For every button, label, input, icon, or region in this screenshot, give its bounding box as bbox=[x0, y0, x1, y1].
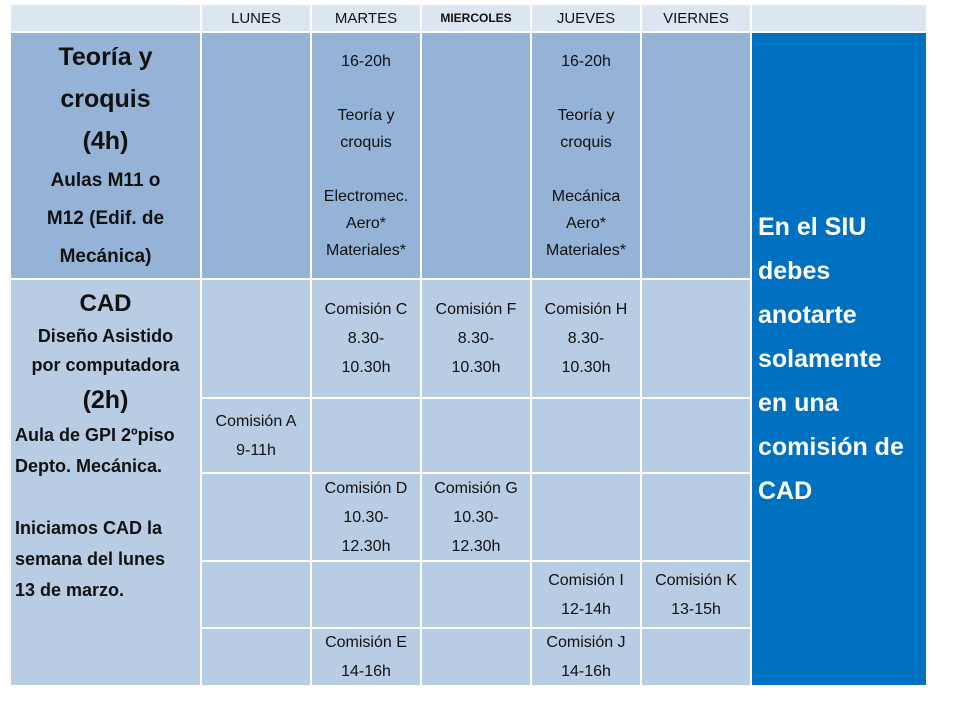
cad-subtitle-2: por computadora bbox=[31, 355, 180, 375]
commission-h-time2: 10.30h bbox=[561, 359, 611, 376]
cad-r4-miercoles bbox=[422, 562, 530, 627]
commission-j bbox=[532, 629, 640, 685]
commission-g bbox=[422, 474, 530, 560]
teoria-martes-group1: Electromec. bbox=[323, 187, 409, 205]
header-martes: MARTES bbox=[312, 5, 420, 31]
teoria-miercoles-empty bbox=[422, 33, 530, 278]
cad-r2-jueves bbox=[532, 399, 640, 472]
schedule-table bbox=[11, 5, 926, 685]
cad-r4-martes bbox=[312, 562, 420, 627]
siu-line-5: en una bbox=[758, 389, 839, 417]
cad-place-2: Depto. Mecánica. bbox=[15, 456, 163, 476]
teoria-jueves-cell bbox=[532, 33, 640, 278]
commission-c bbox=[312, 280, 420, 397]
teoria-jueves-line1: Teoría y bbox=[557, 106, 615, 124]
header-lunes: LUNES bbox=[202, 5, 310, 31]
cad-r3-viernes bbox=[642, 474, 750, 560]
siu-line-1: En el SIU bbox=[758, 213, 867, 241]
commission-e-time1: 14-16h bbox=[341, 663, 391, 680]
commission-a-time1: 9-11h bbox=[236, 441, 276, 459]
teoria-place-3: Mecánica) bbox=[59, 245, 152, 267]
commission-c-time1: 8.30- bbox=[347, 330, 385, 347]
cad-r1-lunes bbox=[202, 280, 310, 397]
teoria-label bbox=[11, 33, 200, 278]
commission-c-name: Comisión C bbox=[324, 301, 408, 318]
cad-r4-lunes bbox=[202, 562, 310, 627]
cad-r5-miercoles bbox=[422, 629, 530, 685]
teoria-place-2: M12 (Edif. de bbox=[46, 207, 165, 229]
commission-h-name: Comisión H bbox=[544, 301, 628, 318]
cad-note-2: semana del lunes bbox=[15, 549, 166, 569]
commission-h-time1: 8.30- bbox=[567, 330, 605, 347]
commission-d-time2: 12.30h bbox=[341, 537, 391, 555]
commission-g-time1: 10.30- bbox=[453, 508, 499, 526]
cad-hours: (2h) bbox=[82, 386, 129, 414]
header-corner bbox=[11, 5, 200, 31]
teoria-title-1: Teoría y bbox=[58, 42, 153, 71]
teoria-martes-time: 16-20h bbox=[341, 52, 391, 70]
siu-line-3: anotarte bbox=[758, 301, 857, 329]
commission-f-name: Comisión F bbox=[435, 301, 517, 318]
teoria-jueves-line2: croquis bbox=[560, 133, 612, 151]
commission-e bbox=[312, 629, 420, 685]
teoria-viernes-empty bbox=[642, 33, 750, 278]
teoria-jueves-group3: Materiales* bbox=[545, 241, 627, 259]
cad-r3-jueves bbox=[532, 474, 640, 560]
commission-f-time1: 8.30- bbox=[457, 330, 495, 347]
cad-subtitle-1: Diseño Asistido bbox=[37, 326, 174, 346]
header-jueves: JUEVES bbox=[532, 5, 640, 31]
cad-r2-viernes bbox=[642, 399, 750, 472]
commission-i bbox=[532, 562, 640, 627]
commission-d-time1: 10.30- bbox=[343, 508, 389, 526]
cad-note-3: 13 de marzo. bbox=[15, 580, 125, 600]
teoria-martes-cell bbox=[312, 33, 420, 278]
commission-a-name: Comisión A bbox=[215, 412, 297, 430]
commission-f-time2: 10.30h bbox=[451, 359, 501, 376]
cad-label bbox=[11, 280, 200, 685]
cad-r5-viernes bbox=[642, 629, 750, 685]
teoria-martes-group3: Materiales* bbox=[325, 241, 407, 259]
commission-k bbox=[642, 562, 750, 627]
siu-line-4: solamente bbox=[758, 345, 882, 373]
teoria-title-2: croquis bbox=[60, 84, 151, 113]
teoria-jueves-group2: Aero* bbox=[565, 214, 607, 232]
teoria-martes-line2: croquis bbox=[340, 133, 392, 151]
commission-d bbox=[312, 474, 420, 560]
commission-f bbox=[422, 280, 530, 397]
cad-r2-miercoles bbox=[422, 399, 530, 472]
siu-line-7: CAD bbox=[758, 477, 813, 505]
commission-e-name: Comisión E bbox=[325, 634, 407, 651]
commission-h bbox=[532, 280, 640, 397]
teoria-hours: (4h) bbox=[82, 126, 129, 155]
cad-r3-lunes bbox=[202, 474, 310, 560]
commission-k-time1: 13-15h bbox=[671, 600, 721, 618]
commission-g-name: Comisión G bbox=[434, 479, 518, 497]
teoria-lunes-empty bbox=[202, 33, 310, 278]
commission-j-time1: 14-16h bbox=[561, 663, 611, 680]
cad-note-1: Iniciamos CAD la bbox=[15, 518, 163, 538]
commission-i-name: Comisión I bbox=[548, 571, 624, 589]
header-viernes: VIERNES bbox=[642, 5, 750, 31]
teoria-martes-group2: Aero* bbox=[345, 214, 387, 232]
siu-line-2: debes bbox=[758, 257, 831, 285]
teoria-place-1: Aulas M11 o bbox=[50, 169, 161, 191]
teoria-jueves-group1: Mecánica bbox=[551, 187, 621, 205]
header-empty bbox=[752, 5, 926, 31]
teoria-jueves-time: 16-20h bbox=[561, 52, 611, 70]
header-miercoles: MIERCOLES bbox=[422, 5, 530, 31]
commission-d-name: Comisión D bbox=[324, 479, 408, 497]
cad-place-1: Aula de GPI 2ºpiso bbox=[15, 425, 175, 445]
cad-title: CAD bbox=[79, 290, 132, 317]
siu-note bbox=[752, 33, 926, 685]
siu-line-6: comisión de bbox=[758, 433, 904, 461]
commission-j-name: Comisión J bbox=[546, 634, 626, 651]
commission-i-time1: 12-14h bbox=[561, 600, 611, 618]
cad-r1-viernes bbox=[642, 280, 750, 397]
cad-r2-martes bbox=[312, 399, 420, 472]
commission-a bbox=[202, 399, 310, 472]
teoria-martes-line1: Teoría y bbox=[337, 106, 395, 124]
commission-k-name: Comisión K bbox=[655, 571, 737, 589]
commission-g-time2: 12.30h bbox=[451, 537, 501, 555]
cad-r5-lunes bbox=[202, 629, 310, 685]
commission-c-time2: 10.30h bbox=[341, 359, 391, 376]
